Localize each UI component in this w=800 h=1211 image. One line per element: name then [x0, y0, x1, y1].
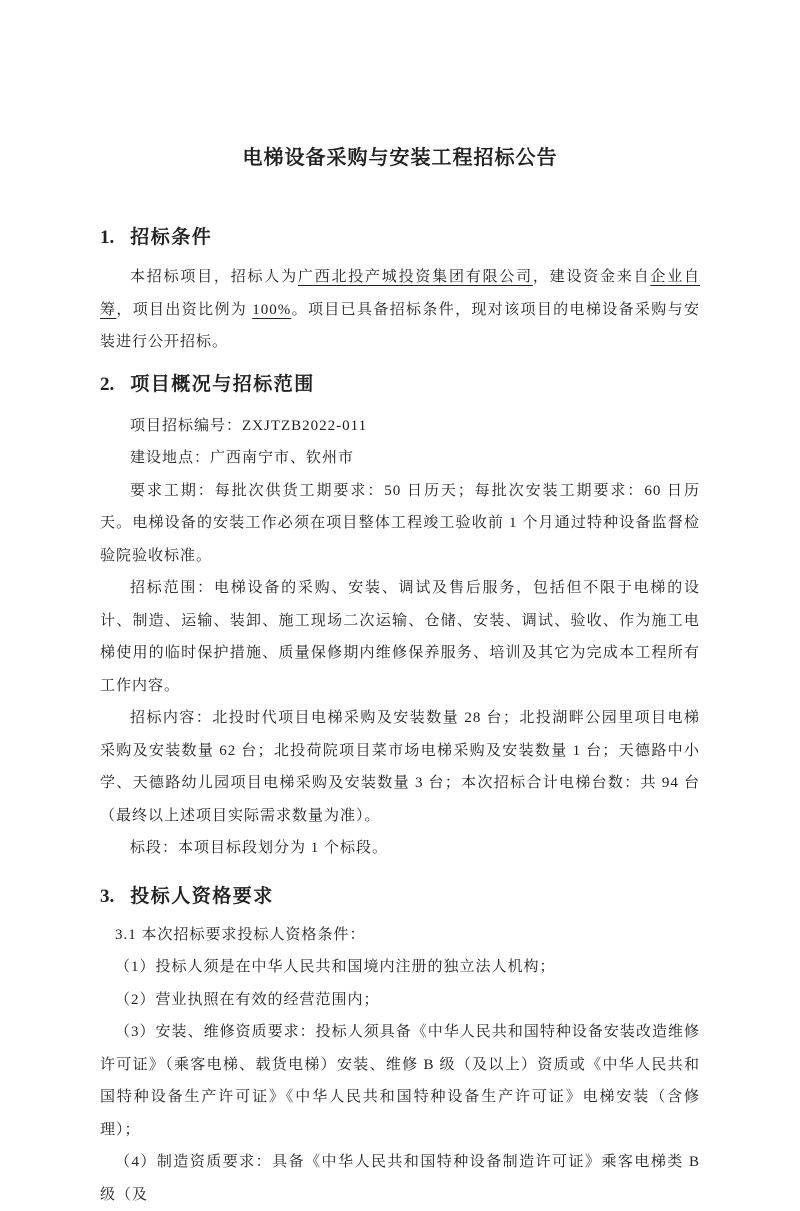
section-2-heading	[100, 371, 700, 399]
intro-segment: ，项目出资比例为	[116, 301, 253, 318]
intro-segment: 。项目已具备招标条件，现对该项目的电梯设备采购与安装进行公开招标。	[100, 301, 700, 350]
tender-number-line: 项目招标编号：ZXJTZB2022-011	[130, 417, 368, 434]
qualification-intro-line: 3.1 本次招标要求投标人资格条件：	[115, 926, 366, 943]
qualification-item-4: （4）制造资质要求：具备《中华人民共和国特种设备制造许可证》乘客电梯类 B 级（及	[100, 1154, 700, 1203]
funding-source-underlined: 企业自筹	[100, 269, 700, 318]
tender-content-paragraph: 招标内容：北投时代项目电梯采购及安装数量 28 台；北投湖畔公园里项目电梯采购及安装数量 62 台；北投荷院项目菜市场电梯采购及安装数量 1 台；天德路中小学、天德路幼儿园项目电梯采购及安装数量 3 台；本次招标合计电梯台数：共 94 台（最终以上述项目实际需求数量为准）。	[100, 710, 700, 824]
intro-segment: ，建设资金来自	[532, 269, 651, 285]
qualification-item-3: （3）安装、维修资质要求：投标人须具备《中华人民共和国特种设备安装改造维修许可证》（乘客电梯、载货电梯）安装、维修 B 级（及以上）资质或《中华人民共和国特种设备生产许可证》《中华人民共和国特种设备生产许可证》电梯安装（含修理）；	[100, 1024, 700, 1138]
qualification-item-1: （1）投标人须是在中华人民共和国境内注册的独立法人机构；	[115, 959, 556, 975]
section-1-heading-label: 招标条件	[130, 227, 213, 248]
section-3-heading-label: 投标人资格要求	[130, 885, 274, 907]
construction-location-line: 建设地点：广西南宁市、钦州市	[130, 450, 355, 466]
section-1-heading	[100, 224, 700, 252]
section-3-heading	[100, 883, 700, 911]
funding-ratio-underlined: 100%	[252, 301, 292, 318]
bid-sections-line: 标段：本项目标段划分为 1 个标段。	[130, 840, 389, 856]
tender-scope-paragraph: 招标范围：电梯设备的采购、安装、调试及售后服务，包括但不限于电梯的设计、制造、运输、装卸、施工现场二次运输、仓储、安装、调试、验收、作为施工电梯使用的临时保护措施、质量保修期内维修保养服务、培训及其它为完成本工程所有工作内容。	[100, 580, 700, 694]
qualification-item-2: （2）营业执照在有效的经营范围内；	[115, 991, 380, 1008]
bidder-name-underlined: 广西北投产城投资集团有限公司	[297, 269, 533, 285]
schedule-requirement-paragraph: 要求工期：每批次供货工期要求：50 日历天；每批次安装工期要求：60 日历天。电梯设备的安装工作必须在项目整体工程竣工验收前 1 个月通过特种设备监督检验院验收标准。	[100, 482, 700, 564]
intro-segment: 本招标项目，招标人为	[130, 269, 298, 285]
section-2-number: 2.	[100, 373, 115, 395]
intro-paragraph	[100, 261, 700, 359]
section-2-heading-label: 项目概况与招标范围	[130, 373, 315, 395]
section-1-number: 1.	[100, 227, 115, 248]
section-3-number: 3.	[100, 885, 115, 907]
page-title: 电梯设备采购与安装工程招标公告	[242, 147, 558, 169]
